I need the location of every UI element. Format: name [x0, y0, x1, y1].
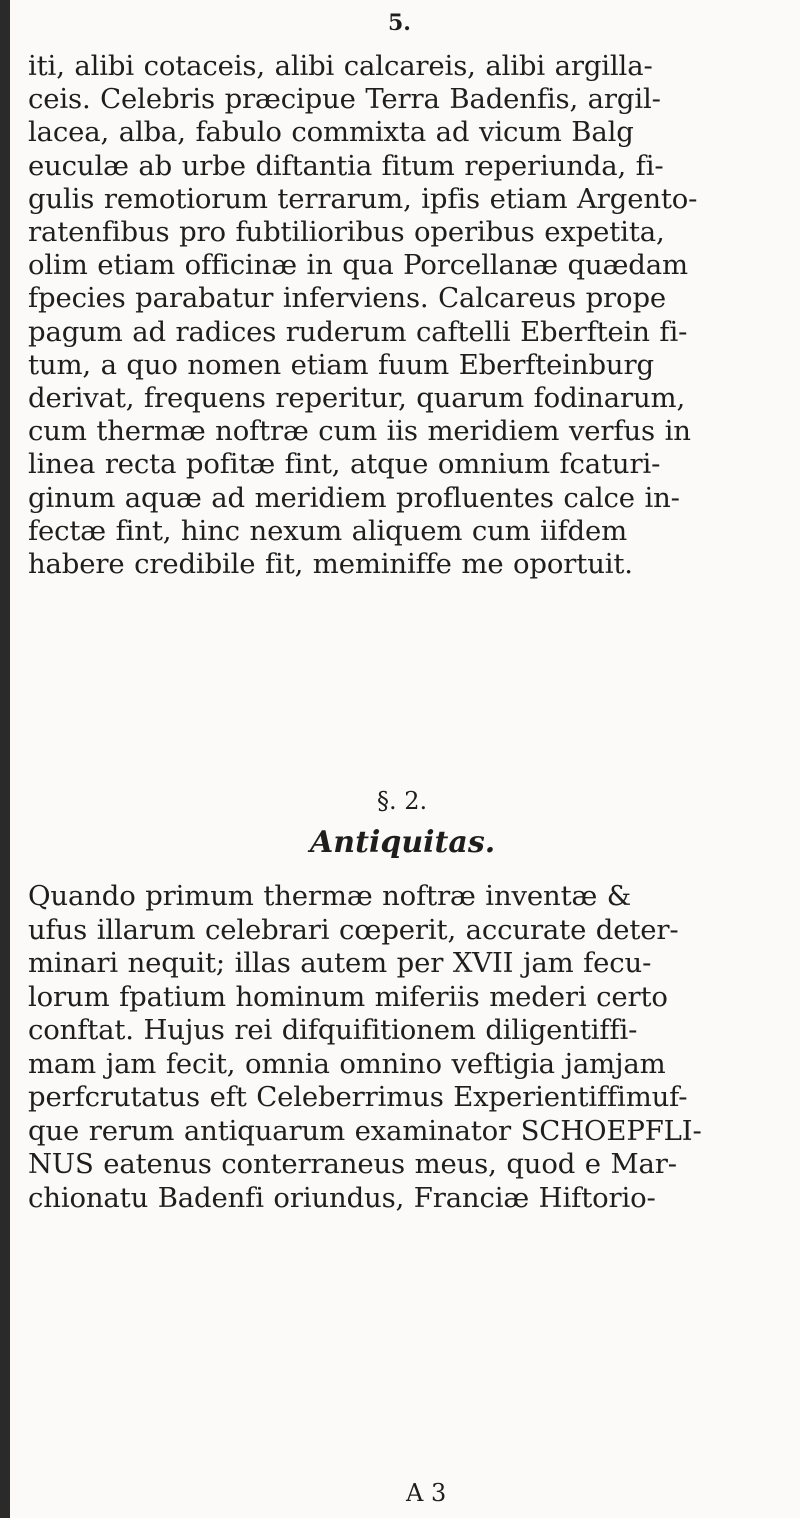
text-line: ufus illarum celebrari cœperit, accurate deter-	[28, 913, 679, 946]
text-line: tum, a quo nomen etiam fuum Eberfteinburg	[28, 348, 654, 381]
text-line: que rerum antiquarum examinator SCHOEPFLI-	[28, 1114, 702, 1147]
page-number: 5.	[388, 10, 411, 36]
text-line: ratenfibus pro fubtilioribus operibus expetita,	[28, 216, 665, 249]
text-line: Quando primum thermæ noftræ inventæ &	[28, 880, 632, 912]
signature-mark: A 3	[406, 1479, 447, 1507]
text-line: linea recta pofitæ fint, atque omnium fcaturi-	[28, 448, 661, 481]
text-line: ginum aquæ ad meridiem profluentes calce in-	[28, 481, 680, 514]
text-line: lorum fpatium hominum miferiis mederi certo	[28, 980, 668, 1013]
section-title: Antiquitas.	[310, 825, 496, 860]
text-line: iti, alibi cotaceis, alibi calcareis, alibi argilla-	[28, 50, 653, 82]
text-line: chionatu Badenfi oriundus, Franciæ Hiftorio-	[28, 1181, 656, 1214]
text-line: fectæ fint, hinc nexum aliquem cum iifdem	[28, 514, 627, 547]
paragraph-geology	[28, 50, 800, 581]
text-line: mam jam fecit, omnia omnino veftigia jamjam	[28, 1047, 666, 1080]
text-line: cum thermæ noftræ cum iis meridiem verfus in	[28, 415, 691, 448]
text-line: NUS eatenus conterraneus meus, quod e Mar-	[28, 1148, 677, 1180]
text-line: olim etiam officinæ in qua Porcellanæ quædam	[28, 249, 688, 282]
text-line: derivat, frequens reperitur, quarum fodinarum,	[28, 382, 686, 415]
text-line: habere credibile fit, meminiffe me oportuit.	[28, 548, 633, 581]
text-line: conftat. Hujus rei difquifitionem diligentiffi-	[28, 1014, 638, 1046]
paragraph-antiquitas	[28, 880, 800, 1215]
section-marker: §. 2.	[377, 787, 428, 815]
text-line: minari nequit; illas autem per XVII jam fecu-	[28, 947, 652, 979]
text-line: perfcrutatus eft Celeberrimus Experientiffimuf-	[28, 1081, 688, 1113]
text-line: gulis remotiorum terrarum, ipfis etiam Argento-	[28, 182, 698, 215]
text-line: pagum ad radices ruderum caftelli Eberftein fi-	[28, 315, 688, 348]
text-line: fpecies parabatur inferviens. Calcareus prope	[28, 282, 667, 315]
text-line: euculæ ab urbe diftantia fitum reperiunda, fi-	[28, 149, 664, 182]
text-line: ceis. Celebris præcipue Terra Badenfis, argil-	[28, 83, 661, 116]
text-line: lacea, alba, fabulo commixta ad vicum Balg	[28, 116, 634, 149]
